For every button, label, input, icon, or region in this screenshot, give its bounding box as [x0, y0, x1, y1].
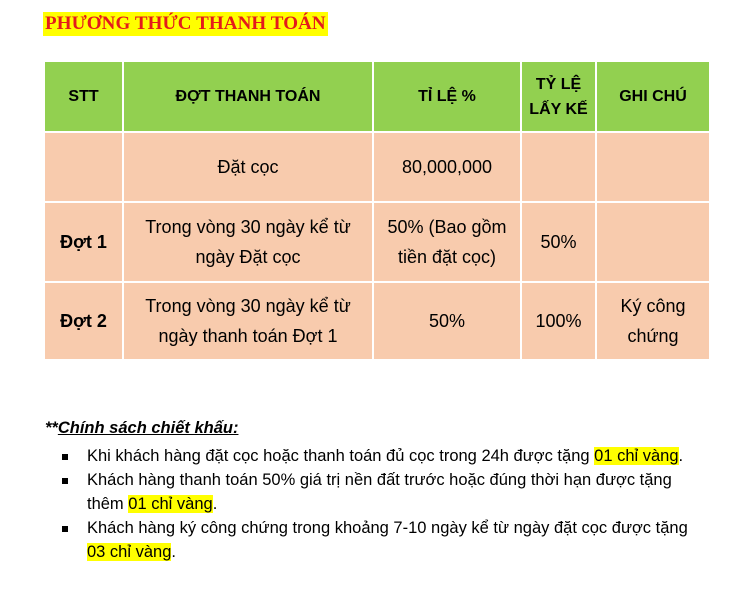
- list-item: [45, 516, 705, 564]
- cell-stt: Đợt 1: [44, 202, 123, 282]
- table-row: [44, 202, 710, 282]
- cell-payment-phase: Đặt cọc: [123, 132, 373, 202]
- cell-stt: Đợt 2: [44, 282, 123, 360]
- discount-item-highlight: 01 chỉ vàng: [594, 447, 679, 465]
- discount-item-suffix: .: [212, 495, 218, 513]
- discount-item-highlight: 01 chỉ vàng: [128, 495, 213, 513]
- cell-percentage: 50%: [373, 282, 521, 360]
- discount-list: [45, 444, 705, 564]
- header-notes: GHI CHÚ: [596, 61, 710, 132]
- header-payment-phase: ĐỢT THANH TOÁN: [123, 61, 373, 132]
- discount-policy-section: [45, 416, 705, 564]
- cell-percentage: 80,000,000: [373, 132, 521, 202]
- discount-item-suffix: .: [171, 543, 176, 561]
- cell-payment-phase: Trong vòng 30 ngày kể từ ngày thanh toán Đợt 1: [123, 282, 373, 360]
- table-row: [44, 132, 710, 202]
- table-row: [44, 282, 710, 360]
- square-bullet-icon: [62, 478, 68, 484]
- cell-notes: Ký công chứng: [596, 282, 710, 360]
- payment-schedule-table: [43, 60, 711, 361]
- discount-heading-prefix: **: [45, 419, 58, 437]
- cell-notes: [596, 132, 710, 202]
- discount-heading: [45, 416, 705, 440]
- square-bullet-icon: [62, 526, 68, 532]
- discount-item-suffix: .: [678, 447, 684, 465]
- header-cumulative-line2: LẤY KẾ: [529, 100, 588, 118]
- header-percentage: TỈ LỆ %: [373, 61, 521, 132]
- square-bullet-icon: [62, 454, 68, 460]
- discount-item-text: Khách hàng ký công chứng trong khoảng 7-10 ngày kể từ ngày đặt cọc được tặng: [87, 519, 688, 537]
- discount-item-text: Khách hàng thanh toán 50% giá trị nền đất trước hoặc đúng thời hạn được tặng thêm: [87, 471, 672, 513]
- header-cumulative-percentage: [521, 61, 596, 132]
- discount-heading-text: Chính sách chiết khấu:: [57, 419, 239, 437]
- cell-cumulative: 50%: [521, 202, 596, 282]
- cell-cumulative: [521, 132, 596, 202]
- list-item: [45, 468, 705, 516]
- table-header-row: [44, 61, 710, 132]
- page-title: PHƯƠNG THỨC THANH TOÁN: [45, 13, 326, 34]
- discount-item-highlight: 03 chỉ vàng: [87, 543, 172, 561]
- list-item: [45, 444, 705, 468]
- cell-payment-phase: Trong vòng 30 ngày kể từ ngày Đặt cọc: [123, 202, 373, 282]
- cell-percentage: 50% (Bao gồm tiền đặt cọc): [373, 202, 521, 282]
- cell-cumulative: 100%: [521, 282, 596, 360]
- cell-notes: [596, 202, 710, 282]
- cell-stt: [44, 132, 123, 202]
- header-cumulative-line1: TỶ LỆ: [535, 75, 582, 93]
- header-stt: STT: [44, 61, 123, 132]
- discount-item-text: Khi khách hàng đặt cọc hoặc thanh toán đủ cọc trong 24h được tặng: [87, 447, 595, 465]
